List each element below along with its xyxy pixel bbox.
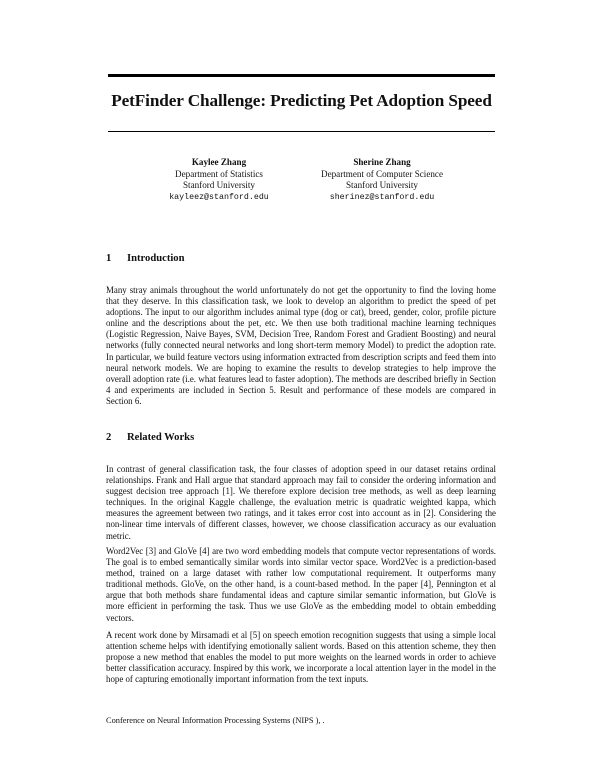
author-block bbox=[287, 157, 477, 203]
section-title: Related Works bbox=[127, 432, 195, 443]
title-rule-bottom bbox=[108, 131, 495, 132]
section-title: Introduction bbox=[127, 253, 185, 264]
title-rule-top bbox=[108, 74, 495, 77]
section-heading-introduction bbox=[106, 253, 185, 264]
paragraph-related-3: A recent work done by Mirsamadi et al [5] on speech emotion recognition suggests that using a simple local attention scheme helps with identifying emotionally salient words. Based on this attention scheme, they then propose a new method that enables the model to put more weights on the learned words in order to achieve better classification accuracy. Inspired by this work, we incorporate a local attention layer in the model in the hope of capturing emotionally important information from the text inputs. bbox=[106, 630, 496, 685]
author-university: Stanford University bbox=[183, 180, 255, 190]
paragraph-introduction: Many stray animals throughout the world unfortunately do not get the opportunity to find the loving home that they deserve. In this classification task, we look to develop an algorithm to predict the speed of pet adoptions. The input to our algorithm includes animal type (dog or cat), breed, gender, color, profile picture online and the descriptions about the pet, etc. We then use both traditional machine learning techniques (Logistic Regression, Naive Bayes, SVM, Decision Tree, Random Forest and Gradient Boosting) and neural networks (fully connected neural networks and long short-term memory Model) to predict the adoption rate. In particular, we build feature vectors using information extracted from description scripts and feed them into neural network models. We are hoping to examine the results to develop strategies to help improve the overall adoption rate (i.e. what features lead to faster adoption). The methods are described briefly in Section 4 and experiments are included in Section 5. Result and performance of these models are compared in Section 6. bbox=[106, 285, 496, 406]
author-university: Stanford University bbox=[346, 180, 418, 190]
paragraph-related-1: In contrast of general classification task, the four classes of adoption speed in our dataset retains ordinal relationships. Frank and Hall argue that standard approach may fail to consider the ordering information and suggest decision tree approach [1]. We therefore explore decision tree methods, as well as deep learning techniques. In the original Kaggle challenge, the evaluation metric is quadratic weighted kappa, which measures the agreement between two ratings, and it takes error cost into account as in [2]. Considering the non-linear time intervals of different classes, however, we choose classification accuracy as our evaluation metric. bbox=[106, 464, 496, 541]
paper-title: PetFinder Challenge: Predicting Pet Adoption Speed bbox=[111, 91, 492, 110]
author-email: sherinez@stanford.edu bbox=[329, 192, 435, 202]
author-block bbox=[124, 157, 314, 203]
section-number: 2 bbox=[106, 432, 112, 443]
footer-note: Conference on Neural Information Processing Systems (NIPS ), . bbox=[106, 716, 325, 725]
section-heading-related-works bbox=[106, 432, 194, 443]
section-number: 1 bbox=[106, 253, 112, 264]
author-email: kayleez@stanford.edu bbox=[169, 192, 269, 202]
author-department: Department of Computer Science bbox=[321, 168, 443, 179]
author-name: Sherine Zhang bbox=[353, 157, 411, 167]
author-department: Department of Statistics bbox=[175, 168, 263, 179]
author-name: Kaylee Zhang bbox=[191, 157, 247, 167]
paragraph-related-2: Word2Vec [3] and GloVe [4] are two word embedding models that compute vector representations of words. The goal is to embed semantically similar words into similar vector space. Word2Vec is a prediction-based method, trained on a large dataset with rather low computational requirement. It outperforms many traditional methods. GloVe, on the other hand, is a count-based method. In the paper [4], Pennington et al argue that both methods share fundamental ideas and capture similar semantic information, but GloVe is more efficient in performing the task. Thus we use GloVe as the embedding model to obtain embedding vectors. bbox=[106, 546, 496, 623]
